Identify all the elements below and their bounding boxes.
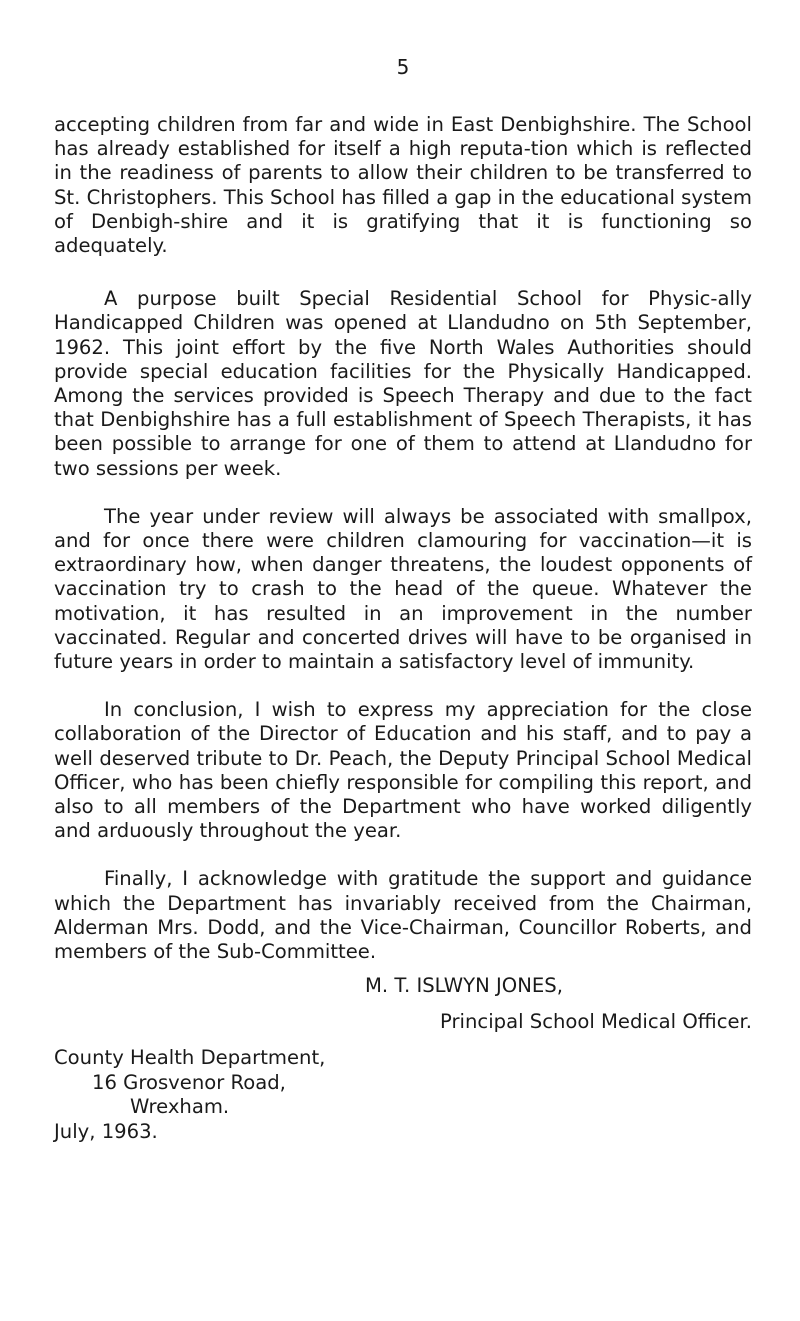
paragraph-special-school: A purpose built Special Residential School for Physic-ally Handicapped Children was opened at Llandudno on 5th September, 1962. This joint effort by the five North Wales Authorities should provide special education facilities for the Physically Handicapped. Among the services provided is Speech Therapy and due to the fact that Denbighshire has a full establishment of Speech Therapists, it has been possible to arrange for one of them to attend at Llandudno for two sessions per week. (54, 287, 752, 480)
address-line-town: Wrexham. (130, 1095, 230, 1119)
paragraph-conclusion: In conclusion, I wish to express my appreciation for the close collaboration of the Director of Education and his staff, and to pay a well deserved tribute to Dr. Peach, the Deputy Principal School Medical Officer, who has been chiefly responsible for compiling this report, and also to all members of the Department who have worked diligently and arduously throughout the year. (54, 698, 752, 843)
page-number: 5 (396, 55, 410, 79)
paragraph-smallpox: The year under review will always be associated with smallpox, and for once there were children clamouring for vaccination—it is extraordinary how, when danger threatens, the loudest opponents of vaccination try to crash to the head of the queue. Whatever the motivation, it has resulted in an improvement in the number vaccinated. Regular and concerted drives will have to be organised in future years in order to maintain a satisfactory level of immunity. (54, 504, 752, 674)
sender-address (54, 1046, 752, 1144)
document-date: July, 1963. (54, 1119, 158, 1143)
signatory-title: Principal School Medical Officer. (440, 1010, 752, 1034)
signatory-name: M. T. ISLWYN JONES, (365, 974, 563, 998)
address-line-street: 16 Grosvenor Road, (92, 1070, 286, 1094)
paragraph-acknowledgement: Finally, I acknowledge with gratitude the support and guidance which the Department has invariably received from the Chairman, Alderman Mrs. Dodd, and the Vice-Chairman, Councillor Roberts, and members of the Sub-Committee. (54, 867, 752, 964)
paragraph-continuation: accepting children from far and wide in East Denbighshire. The School has already established for itself a high reputa-tion which is reflected in the readiness of parents to allow their children to be transferred to St. Christophers. This School has filled a gap in the educational system of Denbigh-shire and it is gratifying that it is functioning so adequately. (54, 113, 752, 258)
address-line-department: County Health Department, (54, 1046, 326, 1070)
